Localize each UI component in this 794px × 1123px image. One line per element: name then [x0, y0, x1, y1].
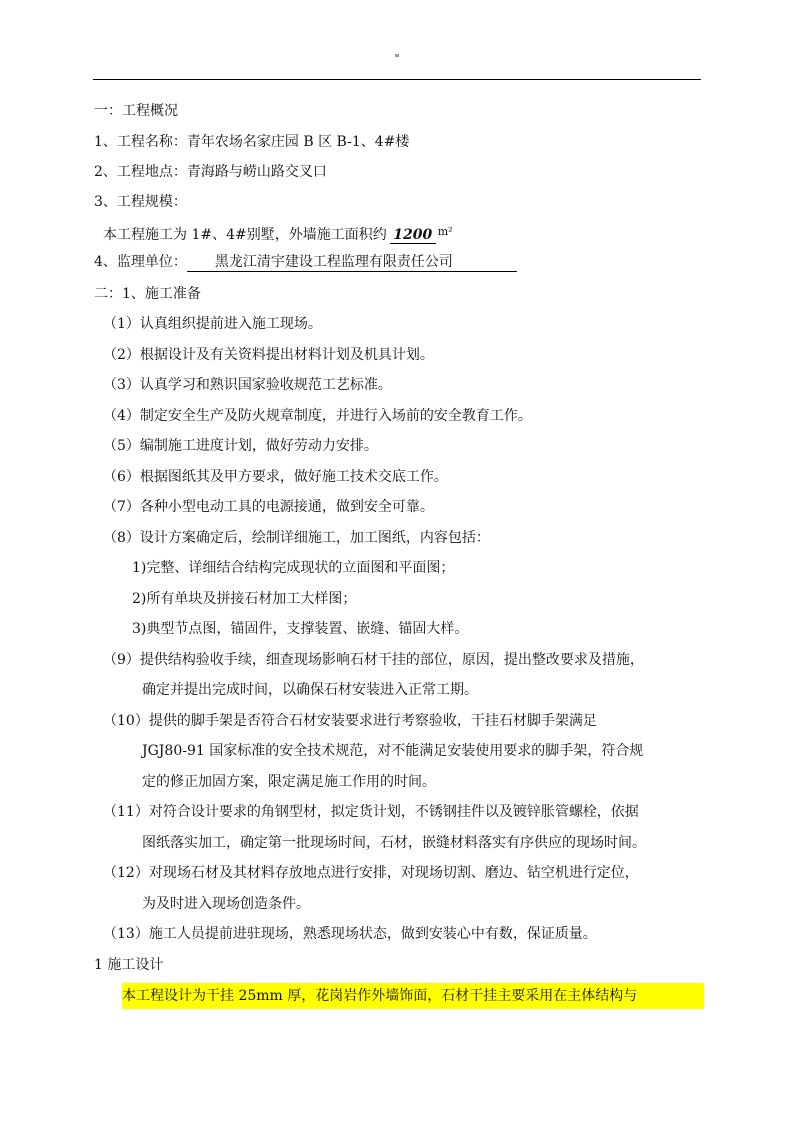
prep-item-11-line-2: 图纸落实加工，确定第一批现场时间，石材，嵌缝材料落实有序供应的现场时间。: [142, 834, 646, 851]
prep-item-10-line-1: （10）提供的脚手架是否符合石材安装要求进行考察验收，干挂石材脚手架满足: [103, 712, 597, 729]
project-scale-label: 3、工程规模：: [94, 193, 187, 210]
prep-item-5: （5）编制施工进度计划，做好劳动力安排。: [103, 438, 378, 454]
prep-item-3: （3）认真学习和熟识国家验收规范工艺标准。: [103, 377, 392, 393]
area-unit: m²: [437, 224, 453, 238]
document-body: [94, 96, 704, 1009]
design-highlighted-text: 本工程设计为干挂 25mm 厚，花岗岩作外墙饰面，石材干挂主要采用在主体结构与: [122, 983, 704, 1009]
prep-item-2: （2）根据设计及有关资料提出材料计划及机具计划。: [103, 346, 434, 363]
project-name: 1、工程名称：青年农场名家庄园 B 区 B-1、4#楼: [94, 133, 410, 150]
supervisor-row: [94, 246, 704, 279]
header-rule: [93, 79, 701, 80]
area-value: 1200: [390, 227, 436, 244]
prep-item-13: （13）施工人员提前进驻现场，熟悉现场状态，做到安装心中有数，保证质量。: [103, 926, 597, 942]
prep-sub-item-2: 2)所有单块及拼接石材加工大样图；: [132, 590, 357, 607]
prep-item-8: （8）设计方案确定后，绘制详细施工，加工图纸，内容包括：: [103, 529, 490, 546]
prep-item-10-line-2: JGJ80-91 国家标准的安全技术规范，对不能满足安装使用要求的脚手架，符合规: [142, 743, 644, 759]
design-title: 1 施工设计: [94, 956, 164, 973]
prep-item-12-line-1: （12）对现场石材及其材料存放地点进行安排，对现场切割、磨边、钻空机进行定位，: [103, 865, 639, 881]
prep-item-7: （7）各种小型电动工具的电源接通，做到安全可靠。: [103, 499, 434, 515]
prep-item-6: （6）根据图纸其及甲方要求，做好施工技术交底工作。: [103, 468, 448, 485]
overview-title: 一：工程概况: [94, 103, 178, 119]
prep-item-11-line-1: （11）对符合设计要求的角钢型材，拟定货计划，不锈钢挂件以及镀锌胀管螺栓，依据: [103, 804, 639, 820]
project-scale-row: [94, 217, 704, 246]
project-location: 2、工程地点：青海路与崂山路交叉口: [94, 164, 327, 180]
supervisor-value: 黑龙江清宇建设工程监理有限责任公司: [187, 253, 517, 272]
preparation-title: 二：1、施工准备: [94, 285, 201, 302]
prep-item-12-line-2: 为及时进入现场创造条件。: [142, 895, 310, 912]
prep-sub-item-1: 1)完整、详细结合结构完成现状的立面图和平面图；: [132, 560, 455, 576]
prep-sub-item-3: 3)典型节点图，锚固件，支撑装置、嵌缝、锚固大样。: [132, 621, 469, 637]
prep-item-9-line-2: 确定并提出完成时间，以确保石材安装进入正常工期。: [142, 682, 478, 698]
prep-item-1: （1）认真组织提前进入施工现场。: [103, 316, 322, 332]
prep-item-10-line-3: 定的修正加固方案，限定满足施工作用的时间。: [142, 773, 436, 790]
prep-item-9-line-1: （9）提供结构验收手续，细查现场影响石材干挂的部位，原因，提出整改要求及措施，: [103, 651, 644, 668]
project-scale-text: 本工程施工为 1#、4#别墅，外墙施工面积约: [103, 226, 387, 243]
header-mark: ": [394, 52, 400, 65]
prep-item-4: （4）制定安全生产及防火规章制度，并进行入场前的安全教育工作。: [103, 407, 532, 424]
supervisor-label: 4、监理单位：: [94, 253, 187, 270]
